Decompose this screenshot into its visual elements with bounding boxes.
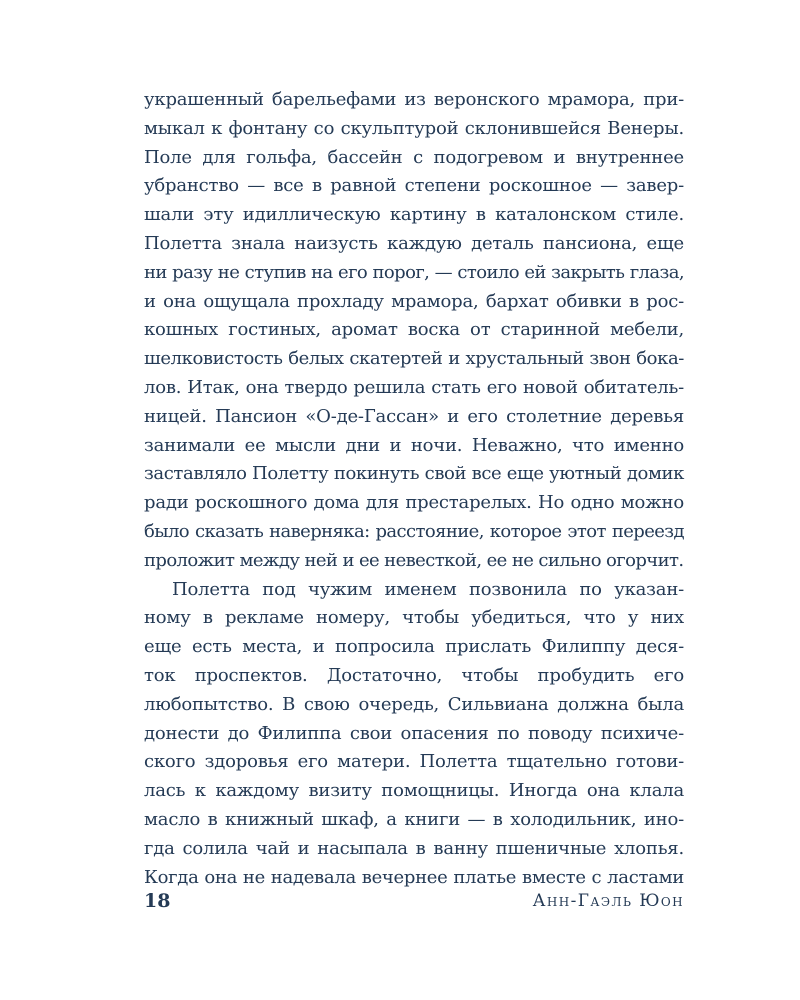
page-number: 18 (144, 890, 171, 912)
text-line: ради роскошного дома для престарелых. Но одно можно (144, 492, 684, 514)
text-line: гда солила чай и насыпала в ванну пшеничные хлопья. (144, 837, 684, 859)
text-line: Полетта знала наизусть каждую деталь пансиона, еще (144, 232, 684, 254)
text-line: украшенный барельефами из веронского мрамора, при- (144, 89, 684, 110)
text-line: лась к каждому визиту помощницы. Иногда она клала (144, 780, 684, 802)
text-line: шелковистость белых скатертей и хрустальный звон бока- (144, 348, 684, 370)
text-line: ток проспектов. Достаточно, чтобы пробудить его (144, 664, 684, 686)
text-line: донести до Филиппа свои опасения по поводу психиче- (144, 722, 684, 744)
running-head-author: Анн-Гаэль Юон (532, 891, 684, 911)
text-line: лов. Итак, она твердо решила стать его новой обитатель- (144, 376, 684, 398)
text-line: Полетта под чужим именем позвонила по указан- (172, 578, 684, 600)
text-line: ницей. Пансион «О-де-Гассан» и его столетние деревья (144, 405, 684, 427)
text-line: занимали ее мысли дни и ночи. Неважно, что именно (144, 434, 684, 456)
text-line: кошных гостиных, аромат воска от старинной мебели, (144, 319, 684, 341)
text-line: убранство — все в равной степени роскошное — завер- (144, 175, 684, 197)
text-line: ному в рекламе номеру, чтобы убедиться, что у них (144, 607, 684, 629)
body-text (144, 86, 684, 892)
text-line: Поле для гольфа, бассейн с подогревом и внутреннее (144, 146, 684, 168)
text-line: ского здоровья его матери. Полетта тщательно готови- (144, 751, 684, 773)
text-line: еще есть места, и попросила прислать Филиппу деся- (144, 636, 684, 658)
text-line: любопытство. В свою очередь, Сильвиана должна была (144, 693, 684, 715)
text-line: шали эту идиллическую картину в каталонском стиле. (144, 204, 684, 226)
text-line: ни разу не ступив на его порог, — стоило ей закрыть глаза, (144, 261, 684, 283)
text-line: Когда она не надевала вечернее платье вместе с ластами (144, 866, 684, 888)
text-line: было сказать наверняка: расстояние, которое этот переезд (144, 520, 684, 542)
text-line: проложит между ней и ее невесткой, ее не сильно огорчит. (144, 549, 684, 571)
text-line: заставляло Полетту покинуть свой все еще уютный домик (144, 463, 684, 485)
text-line: масло в книжный шкаф, а книги — в холодильник, ино- (144, 808, 684, 830)
text-line: и она ощущала прохладу мрамора, бархат обивки в рос- (144, 290, 684, 312)
text-line: мыкал к фонтану со скульптурой склонившейся Венеры. (144, 117, 684, 139)
page-footer (144, 887, 684, 915)
